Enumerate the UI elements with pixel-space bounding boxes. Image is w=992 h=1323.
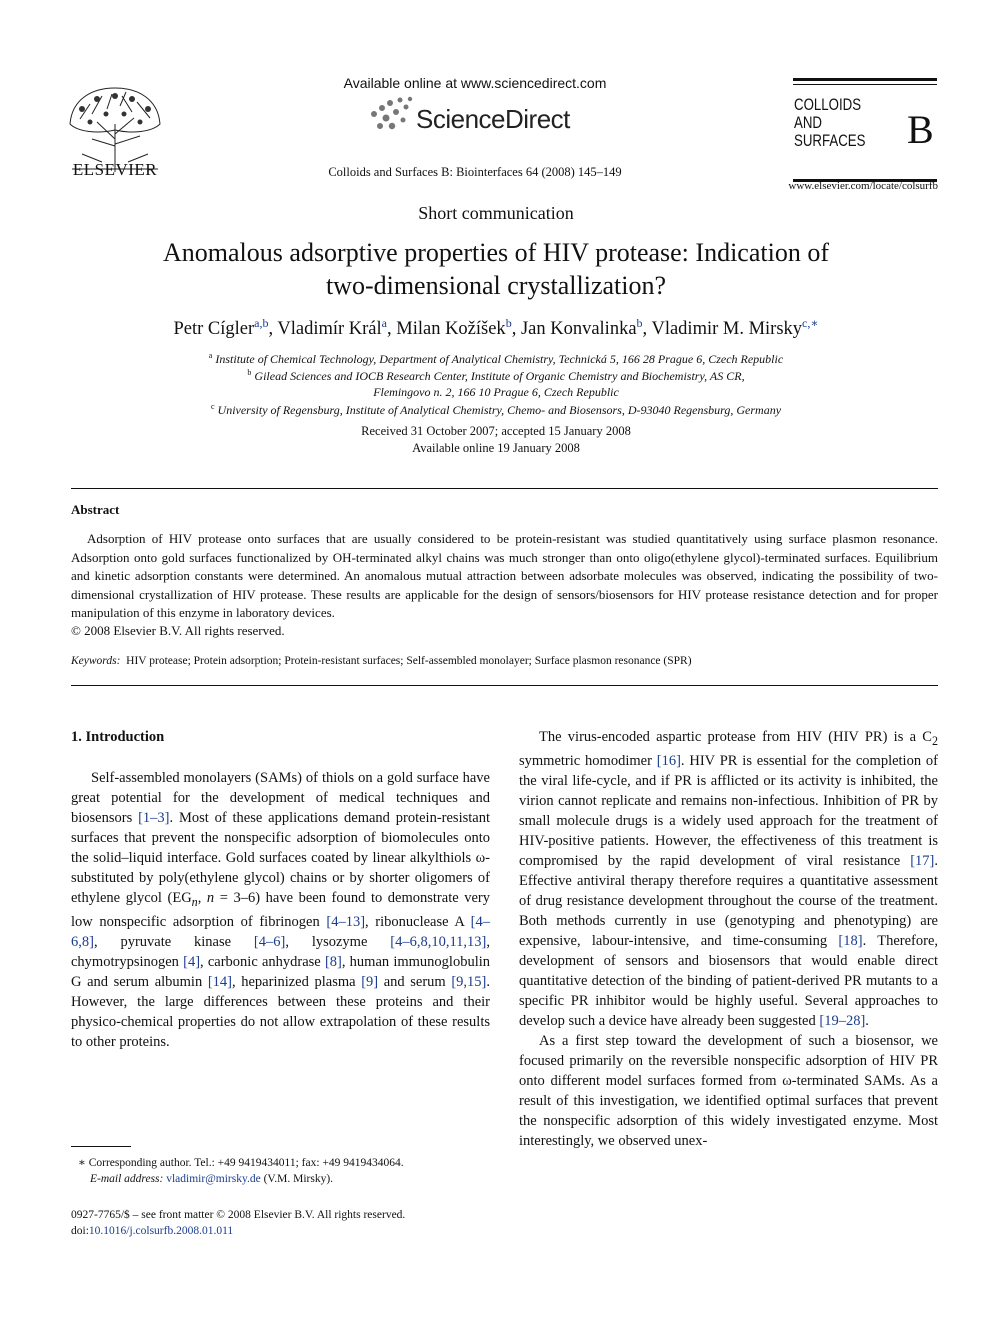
keywords-label: Keywords: — [71, 655, 121, 667]
journal-logo — [793, 78, 937, 183]
available-date: Available online 19 January 2008 — [412, 441, 580, 455]
author[interactable]: Petr Cígler$^{a,b}$ — [173, 316, 269, 340]
divider — [71, 488, 938, 489]
journal-logo-rule — [793, 84, 937, 85]
article-title — [96, 236, 896, 302]
email-label: E-mail address: — [90, 1173, 164, 1185]
available-online-text: Available online at www.sciencedirect.com — [343, 75, 607, 91]
affiliation: $^a$ Institute of Chemical Technology, Department of Analytical Chemistry, Technická 5, 166 28 Prague 6, Czech Republic — [208, 351, 784, 366]
issn-line: 0927-7765/$ – see front matter © 2008 Elsevier B.V. All rights reserved. — [71, 1209, 406, 1221]
section-heading: 1. Introduction — [71, 729, 165, 745]
author[interactable]: Vladimír Král$^a$ — [277, 316, 387, 340]
affiliation: Flemingovo n. 2, 166 10 Prague 6, Czech Republic — [373, 385, 619, 399]
journal-logo-name — [794, 96, 865, 150]
keywords — [71, 655, 938, 667]
affiliation: $^b$ Gilead Sciences and IOCB Research Center, Institute of Organic Chemistry and Biochemistry, AS CR, — [247, 368, 745, 383]
title-line: Anomalous adsorptive properties of HIV protease: Indication of — [163, 238, 829, 267]
title-line: two-dimensional crystallization? — [325, 271, 667, 300]
abstract-heading: Abstract — [71, 502, 120, 517]
affiliation: $^c$ University of Regensburg, Institute of Analytical Chemistry, Chemo- and Biosensors, D-93040 Regensburg, Germany — [210, 402, 782, 417]
paragraph: As a first step toward the development of such a biosensor, we focused primarily on the reversible nonspecific adsorption of HIV PR onto different model surfaces formed from ω-terminated SAMs. As a result of this investigation, we identified optimal surfaces that prevent the nonspecific adsorption of this widely investigated enzyme. Most interestingly, we observed unex- — [519, 1032, 938, 1149]
author[interactable]: Jan Konvalinka$^b$ — [520, 316, 643, 340]
paragraph: Self-assembled monolayers (SAMs) of thiols on a gold surface have great potential for the development of medical techniques and biosensors [1–3]. Most of these applications demand protein-resistant surfaces that prevent the nonspecific adsorption of biomolecules onto the solid–liquid interface. Gold surfaces coated by linear alkylthiols ω-substituted by poly(ethylene glycol) chains or by shorter oligomers of ethylene glycol ($EG_n$, n = 3–6) have been found to demonstrate very low nonspecific adsorption of fibrinogen [4–13], ribonuclease A [4–6,8], pyruvate kinase [4–6], lysozyme [4–6,8,10,11,13], chymotrypsinogen [4], carbonic anhydrase [8], human immunoglobulin G and serum albumin [14], heparinized plasma [9] and serum [9,15]. However, the large differences between these proteins and their physico-chemical properties do not allow extrapolation of these results to other proteins. — [71, 770, 490, 1050]
journal-logo-letter: B — [907, 107, 934, 152]
paragraph: The virus-encoded aspartic protease from HIV (HIV PR) is a $C_2$ symmetric homodimer [16]. HIV PR is essential for the completion of the viral life-cycle, and if PR is afflicted or its activity is inhibited, the virion cannot replicate and remains non-infectious. Inhibition of PR by small molecule drugs is a widely used approach for the treatment of HIV-positive patients. However, the effectiveness of this treatment is compromised by the rapid development of viral resistance [17]. Effective antiviral therapy therefore requires a quantitative assessment of drug resistance development throughout the course of the treatment. Both methods currently in use (genotyping and phenotyping) are expensive, labour-intensive, and time-consuming [18]. Therefore, development of sensors and biosensors that would enable direct quantitative detection of the binding of patient-derived PR mutants to a specific PR inhibitor would be highly useful. Several approaches to develop such a device have already been suggested [19–28]. — [519, 729, 939, 1029]
footnote-email — [90, 1171, 333, 1187]
author[interactable]: Milan Kožíšek$^b$ — [396, 316, 512, 340]
publisher-name: ELSEVIER — [72, 160, 158, 179]
body-column-right — [519, 727, 938, 1151]
article-type: Short communication — [418, 203, 574, 223]
footnote-rule — [71, 1146, 131, 1147]
doi-link[interactable]: 10.1016/j.colsurfb.2008.01.011 — [88, 1225, 234, 1237]
email-suffix: (V.M. Mirsky). — [263, 1173, 334, 1185]
abstract-text: Adsorption of HIV protease onto surfaces that are usually considered to be protein-resistant was studied quantitatively using surface plasmon resonance. Adsorption onto gold surfaces functionalized by OH-terminated alkyl chains was much stronger than onto oligo(ethylene glycol)-terminated surfaces. Equilibrium and kinetic adsorption constants were determined. An anomalous mutual attraction between adsorbate molecules was observed, indicating the possibility of two-dimensional crystallization of HIV protease. These results are applicable for the design of sensors/biosensors for HIV protease resistance detection and for proper manipulation of this enzyme in laboratory devices. — [71, 531, 938, 621]
journal-url[interactable]: www.elsevier.com/locate/colsurfb — [788, 180, 938, 192]
doi-label: doi: — [71, 1225, 89, 1237]
sciencedirect-wordmark: ScienceDirect — [416, 104, 570, 134]
journal-citation: Colloids and Surfaces B: Biointerfaces 64 (2008) 145–149 — [328, 165, 622, 179]
journal-logo-rule — [793, 78, 937, 81]
footnote-corresponding: ∗ Corresponding author. Tel.: +49 9419434011; fax: +49 9419434064. — [78, 1157, 404, 1169]
author-list: Petr Cígler$^{a,b}$, Vladimír Král$^a$, Milan Kožíšek$^b$, Jan Konvalinka$^b$, Vladimir M. Mirsky$^{c,∗}$ — [173, 316, 819, 340]
journal-name-line: AND — [794, 113, 823, 132]
doi-line — [71, 1225, 233, 1237]
received-dates: Received 31 October 2007; accepted 15 January 2008 — [361, 424, 631, 438]
journal-name-line: SURFACES — [794, 131, 866, 150]
abstract-copyright: © 2008 Elsevier B.V. All rights reserved. — [71, 623, 285, 638]
body-column-left — [71, 768, 490, 1052]
journal-name-line: COLLOIDS — [794, 95, 862, 114]
divider — [71, 685, 938, 686]
author[interactable]: Vladimir M. Mirsky$^{c,∗}$ — [651, 316, 819, 340]
keywords-list: HIV protease; Protein adsorption; Protein-resistant surfaces; Self-assembled monolayer; Surface plasmon resonance (SPR) — [126, 655, 692, 667]
email-link[interactable]: vladimir@mirsky.de — [166, 1173, 261, 1185]
